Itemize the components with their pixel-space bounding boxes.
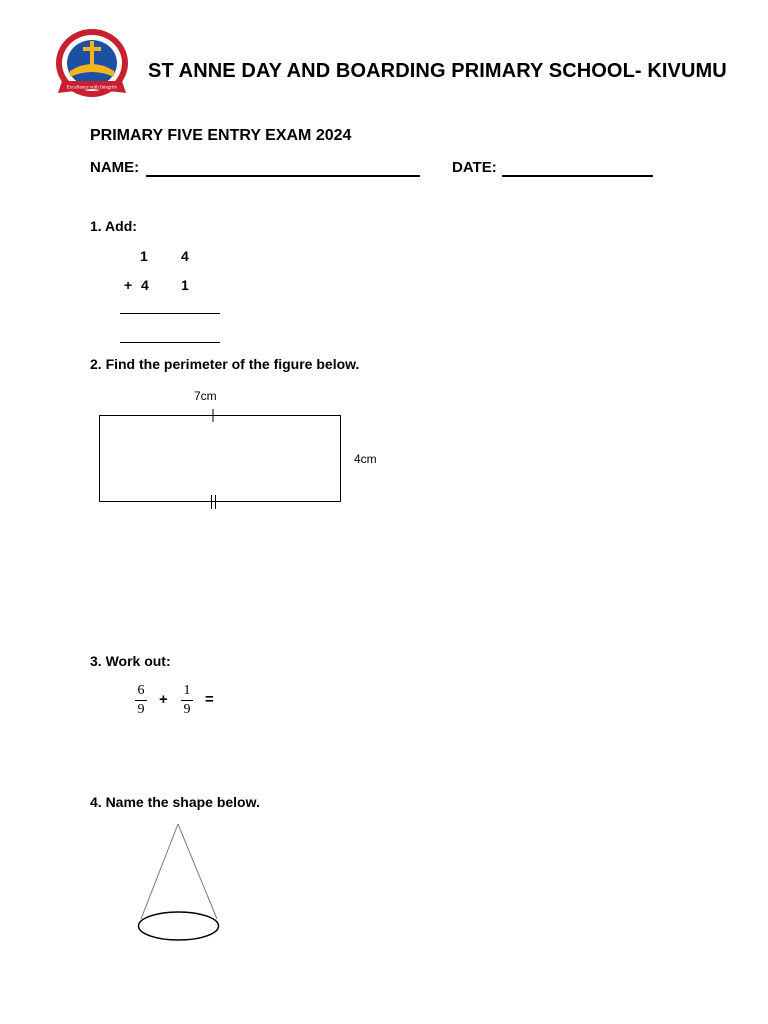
fraction-1-denominator: 9	[137, 702, 145, 717]
rectangle-width-label: 4cm	[354, 452, 377, 466]
fraction-2-bar	[181, 700, 193, 701]
fraction-one-ninth	[180, 683, 194, 718]
question-4-prompt: 4. Name the shape below.	[90, 794, 260, 810]
date-answer-line[interactable]	[502, 175, 653, 177]
exam-title: PRIMARY FIVE ENTRY EXAM 2024	[90, 127, 352, 144]
fraction-2-numerator: 1	[183, 683, 191, 698]
rectangle-length-label: 7cm	[194, 389, 217, 403]
fraction-2-denominator: 9	[183, 702, 191, 717]
q1-answer-line-bottom	[120, 342, 220, 343]
fraction-1-bar	[135, 700, 147, 701]
question-3-prompt: 3. Work out:	[90, 653, 171, 669]
fraction-six-ninths	[134, 683, 148, 718]
question-2-prompt: 2. Find the perimeter of the figure below.	[90, 356, 360, 372]
q1-answer-line-top	[120, 313, 220, 314]
fraction-1-numerator: 6	[137, 683, 145, 698]
school-logo	[50, 27, 134, 103]
q1-bottom-digit-tens: 4	[141, 277, 149, 293]
svg-text:Excellence with Integrity: Excellence with Integrity	[66, 85, 118, 91]
name-label: NAME:	[90, 159, 140, 176]
school-name: ST ANNE DAY AND BOARDING PRIMARY SCHOOL- KIVUMU	[148, 60, 727, 82]
name-answer-line[interactable]	[146, 175, 420, 177]
q1-top-digit-ones: 4	[181, 248, 189, 264]
date-label: DATE:	[452, 159, 497, 176]
q3-equals-sign: =	[205, 691, 214, 708]
q1-bottom-digit-ones: 1	[181, 277, 189, 293]
q3-plus-sign: +	[159, 691, 168, 708]
question-1-prompt: 1. Add:	[90, 218, 137, 234]
rectangle-figure	[96, 404, 350, 510]
q1-plus-sign: +	[124, 277, 133, 293]
cone-figure	[132, 818, 226, 946]
q1-top-digit-tens: 1	[140, 248, 148, 264]
